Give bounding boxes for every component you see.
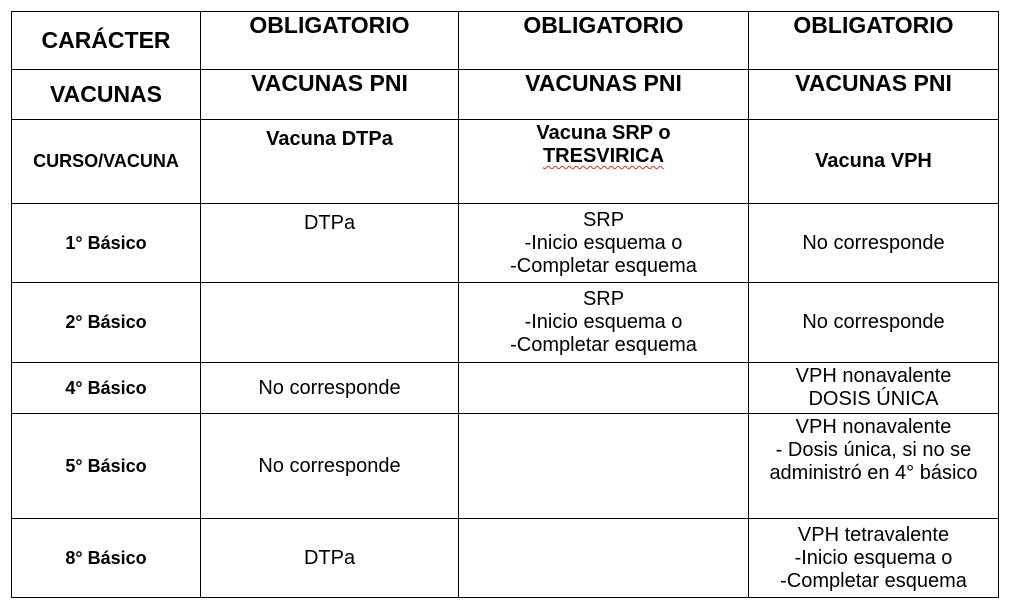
vph-line: -Inicio esquema o (794, 546, 953, 569)
vaccine-srp-header-line2: TRESVIRICA (542, 145, 665, 167)
srp-line: -Completar esquema (510, 334, 697, 356)
course-cell: 5° Básico (12, 414, 201, 519)
table-row-header (12, 120, 999, 204)
dtpa-cell: No corresponde (201, 414, 459, 519)
course-cell: 1° Básico (12, 204, 201, 283)
srp-line: SRP (582, 288, 625, 310)
vaccines-value-dtpa: VACUNAS PNI (201, 70, 459, 120)
vph-cell (749, 363, 999, 414)
vph-line: - Dosis única, si no se (775, 439, 972, 461)
character-value-srp: OBLIGATORIO (459, 12, 749, 70)
vph-cell (749, 204, 999, 283)
vph-line: VPH tetravalente (797, 523, 950, 546)
vph-line: No corresponde (802, 311, 945, 333)
srp-cell (459, 283, 749, 363)
course-cell: 8° Básico (12, 519, 201, 598)
vaccine-srp-header-line1: Vacuna SRP o (536, 122, 671, 144)
table-row (12, 283, 999, 363)
table-row-vaccines (12, 70, 999, 120)
srp-cell (459, 204, 749, 283)
dtpa-cell: DTPa (201, 519, 459, 598)
vaccine-srp-header (459, 120, 749, 204)
dtpa-cell (201, 283, 459, 363)
vph-cell (749, 414, 999, 519)
srp-cell (459, 519, 749, 598)
course-vaccine-header: CURSO/VACUNA (12, 120, 201, 204)
vph-line: No corresponde (802, 231, 945, 254)
srp-cell (459, 363, 749, 414)
course-cell: 4° Básico (12, 363, 201, 414)
vaccine-dtpa-header: Vacuna DTPa (201, 120, 459, 204)
srp-line: -Inicio esquema o (524, 231, 683, 254)
vph-cell (749, 519, 999, 598)
vph-line: administró en 4° básico (769, 462, 978, 484)
srp-cell (459, 414, 749, 519)
srp-line: -Inicio esquema o (524, 311, 683, 333)
vaccination-schedule-table (11, 11, 999, 598)
course-cell: 2° Básico (12, 283, 201, 363)
character-label: CARÁCTER (12, 12, 201, 70)
srp-line: SRP (582, 208, 625, 231)
vph-line: VPH nonavalente (795, 416, 952, 438)
table-row (12, 204, 999, 283)
dtpa-cell: DTPa (201, 204, 459, 283)
vaccines-value-srp: VACUNAS PNI (459, 70, 749, 120)
vph-line: VPH nonavalente (795, 365, 952, 387)
vaccine-vph-header: Vacuna VPH (749, 120, 999, 204)
character-value-dtpa: OBLIGATORIO (201, 12, 459, 70)
table-row (12, 363, 999, 414)
srp-line: -Completar esquema (510, 254, 697, 277)
vaccines-label: VACUNAS (12, 70, 201, 120)
vph-cell (749, 283, 999, 363)
vaccines-value-vph: VACUNAS PNI (749, 70, 999, 120)
vph-line: DOSIS ÚNICA (808, 388, 939, 410)
table-row (12, 519, 999, 598)
character-value-vph: OBLIGATORIO (749, 12, 999, 70)
dtpa-cell: No corresponde (201, 363, 459, 414)
table-row-character (12, 12, 999, 70)
vph-line: -Completar esquema (780, 569, 967, 592)
table-row (12, 414, 999, 519)
